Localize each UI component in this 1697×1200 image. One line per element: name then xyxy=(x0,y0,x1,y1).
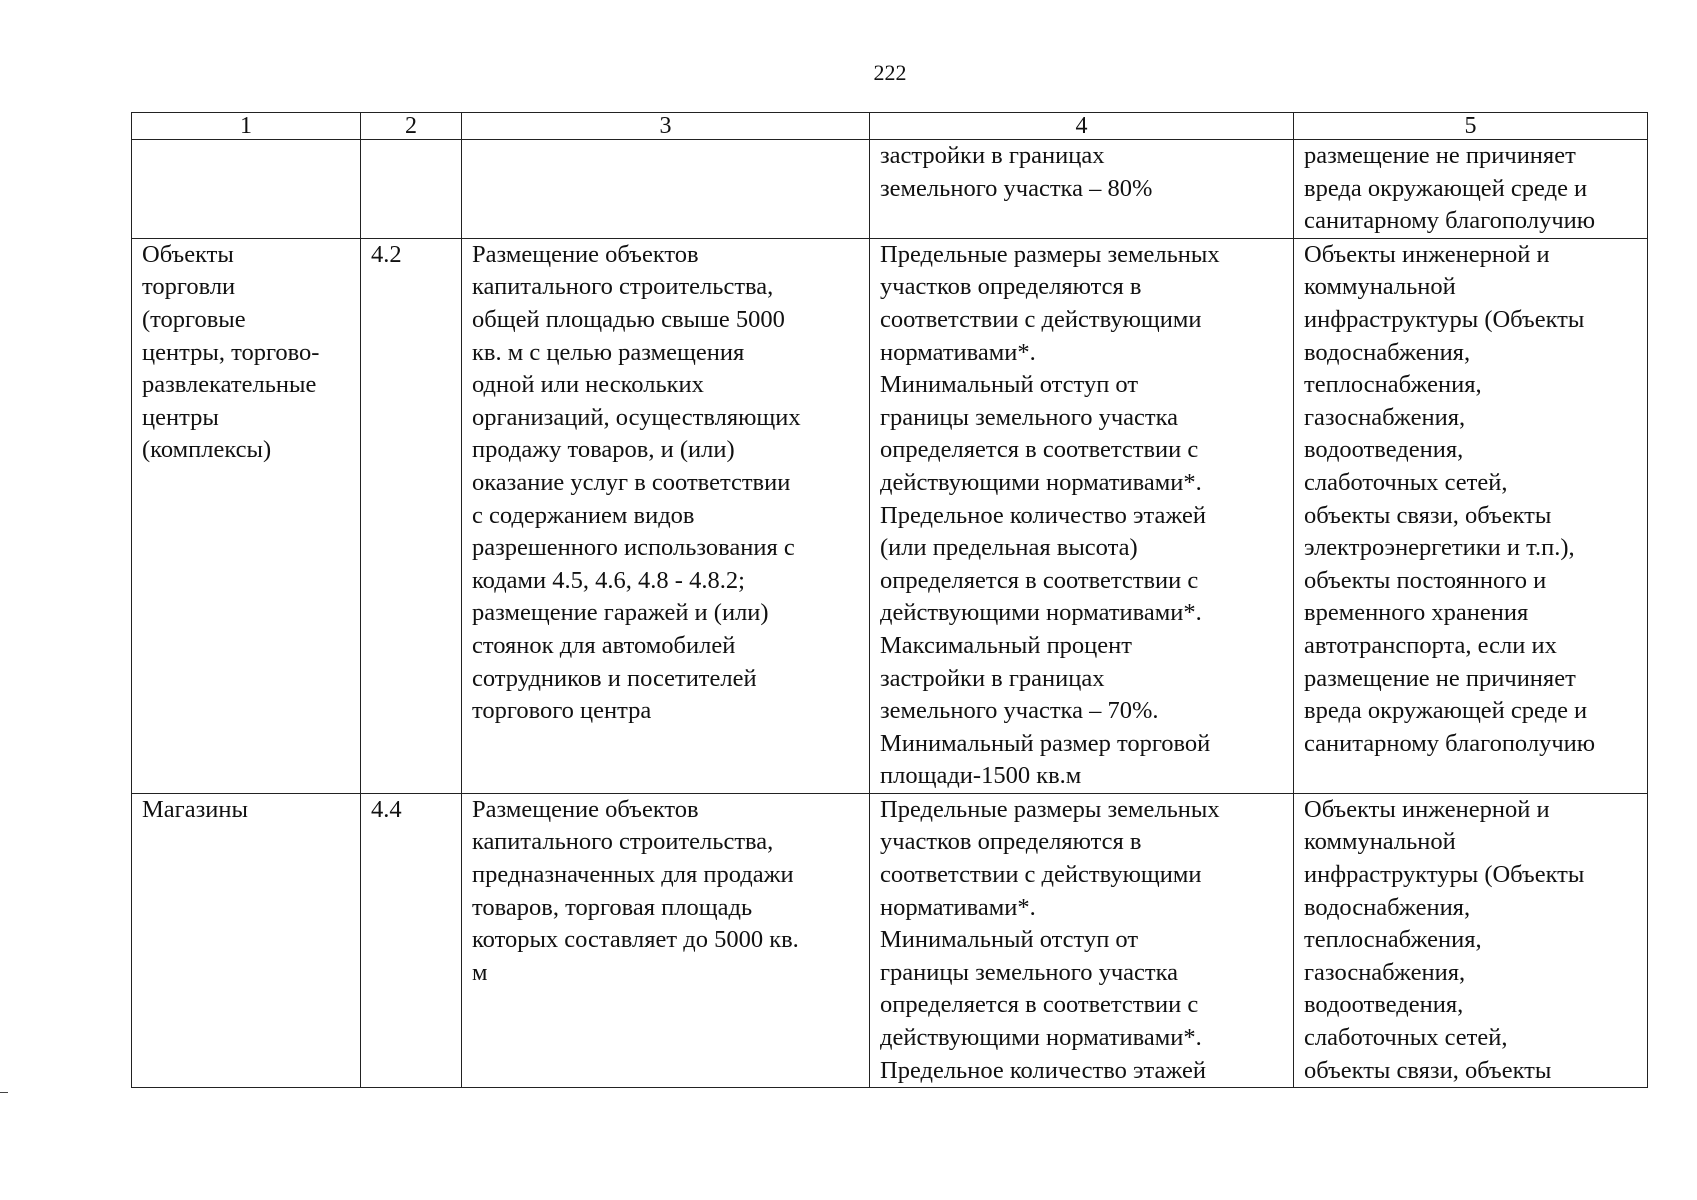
table-row-trade-objects xyxy=(132,238,1648,793)
cell-description: Размещение объектов капитального строительства, предназначенных для продажи товаров, торговая площадь которых составляет до 5000 кв. м xyxy=(462,793,870,1087)
cell-code xyxy=(361,140,462,239)
cell-parameters: застройки в границах земельного участка – 80% xyxy=(870,140,1294,239)
header-col-3: 3 xyxy=(462,113,870,140)
scan-edge-mark xyxy=(0,1092,8,1093)
cell-description: Размещение объектов капитального строительства, общей площадью свыше 5000 кв. м с целью размещения одной или нескольких организаций, осуществляющих продажу товаров, и (или) оказание услуг в соответствии с содержанием видов разрешенного использования с кодами 4.5, 4.6, 4.8 - 4.8.2; размещение гаражей и (или) стоянок для автомобилей сотрудников и посетителей торгового центра xyxy=(462,238,870,793)
cell-name: Магазины xyxy=(132,793,361,1087)
cell-name: Объекты торговли (торговые центры, торгово- развлекательные центры (комплексы) xyxy=(132,238,361,793)
header-col-5: 5 xyxy=(1294,113,1648,140)
header-col-2: 2 xyxy=(361,113,462,140)
cell-auxiliary: Объекты инженерной и коммунальной инфраструктуры (Объекты водоснабжения, теплоснабжения, газоснабжения, водоотведения, слаботочных сетей, объекты связи, объекты электроэнергетики и т.п.), объекты постоянного и временного хранения автотранспорта, если их размещение не причиняет вреда окружающей среде и санитарному благополучию xyxy=(1294,238,1648,793)
header-row xyxy=(132,113,1648,140)
cell-auxiliary: Объекты инженерной и коммунальной инфраструктуры (Объекты водоснабжения, теплоснабжения, газоснабжения, водоотведения, слаботочных сетей, объекты связи, объекты xyxy=(1294,793,1648,1087)
zoning-table xyxy=(131,112,1648,1088)
header-col-4: 4 xyxy=(870,113,1294,140)
cell-code: 4.2 xyxy=(361,238,462,793)
page-number: 222 xyxy=(873,60,907,85)
table-row-shops xyxy=(132,793,1648,1087)
header-col-1: 1 xyxy=(132,113,361,140)
cell-description xyxy=(462,140,870,239)
cell-parameters: Предельные размеры земельных участков определяются в соответствии с действующими нормативами*. Минимальный отступ от границы земельного участка определяется в соответствии с действующими нормативами*. Предельное количество этажей (или предельная высота) определяется в соответствии с действующими нормативами*. Максимальный процент застройки в границах земельного участка – 70%. Минимальный размер торговой площади-1500 кв.м xyxy=(870,238,1294,793)
cell-parameters: Предельные размеры земельных участков определяются в соответствии с действующими нормативами*. Минимальный отступ от границы земельного участка определяется в соответствии с действующими нормативами*. Предельное количество этажей xyxy=(870,793,1294,1087)
table-row-continuation xyxy=(132,140,1648,239)
cell-code: 4.4 xyxy=(361,793,462,1087)
cell-auxiliary: размещение не причиняет вреда окружающей среде и санитарному благополучию xyxy=(1294,140,1648,239)
cell-name xyxy=(132,140,361,239)
